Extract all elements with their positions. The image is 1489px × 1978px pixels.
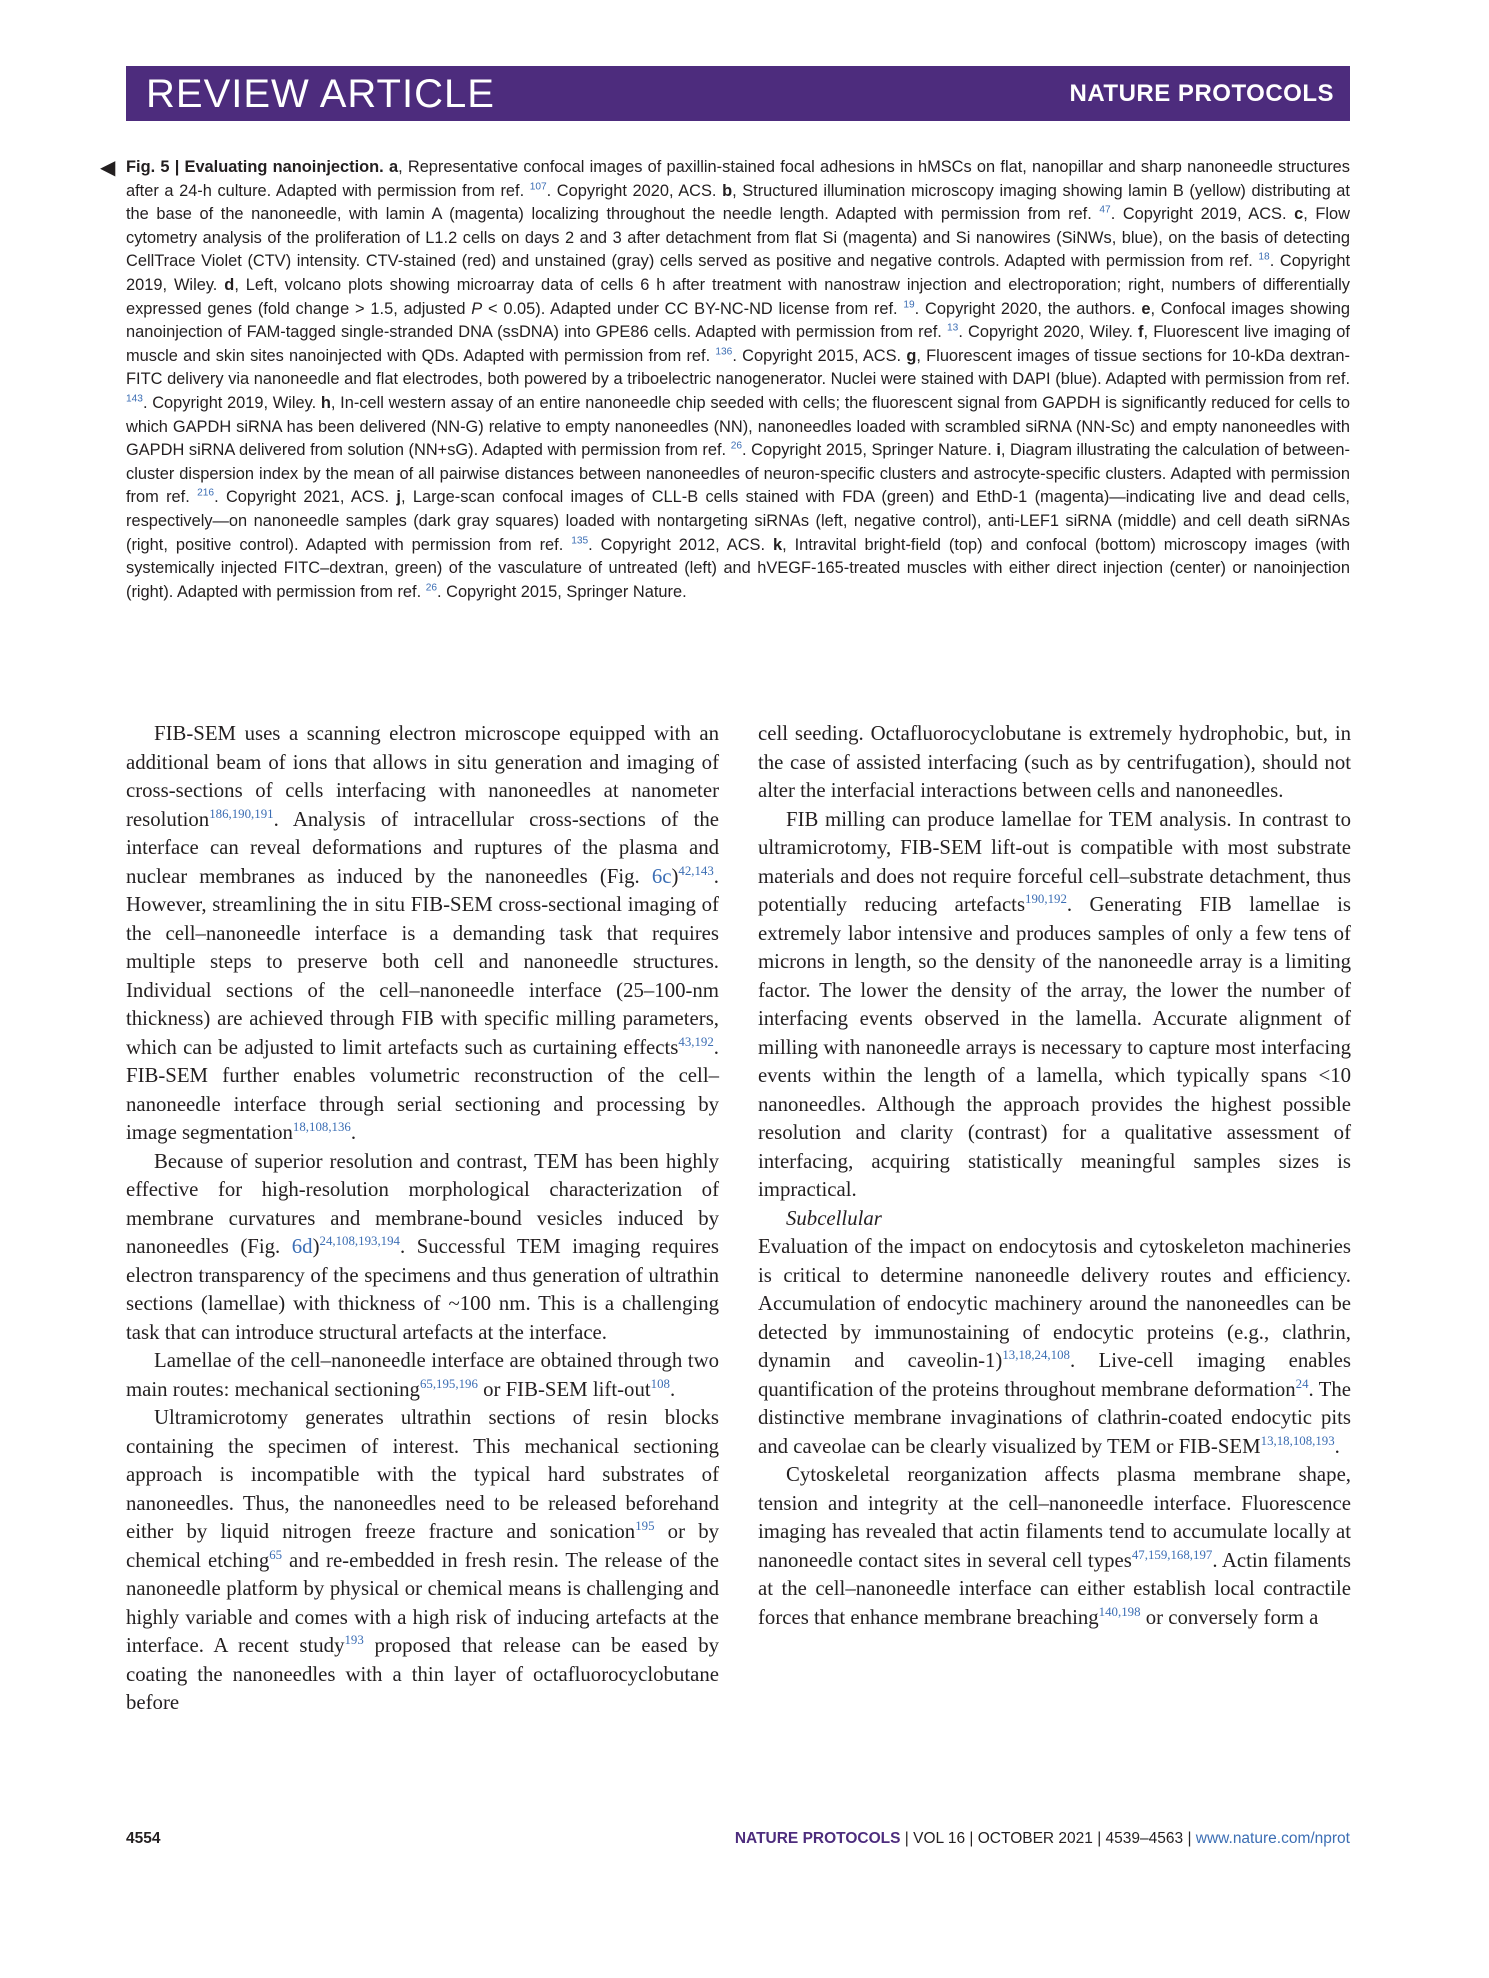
citation-link[interactable]: 18,108,136 [292, 1120, 351, 1135]
caption-pointer-icon: ◀ [100, 157, 116, 179]
citation-link[interactable]: 13,18,108,193 [1260, 1433, 1335, 1448]
citation-link[interactable]: 135 [571, 535, 589, 547]
citation-link[interactable]: 108 [650, 1376, 670, 1391]
panel-label-f: f [1138, 323, 1144, 342]
citation-link[interactable]: 65 [269, 1547, 283, 1562]
panel-label-e: e [1141, 299, 1151, 318]
citation-link[interactable]: 47 [1099, 204, 1111, 216]
citation-link[interactable]: 136 [715, 346, 733, 358]
panel-label-a: a [388, 158, 399, 176]
citation-link[interactable]: 216 [197, 488, 215, 500]
panel-label-j: j [396, 488, 401, 507]
citation-link[interactable]: 43,192 [678, 1034, 714, 1049]
paragraph: FIB milling can produce lamellae for TEM analysis. In contrast to ultramicrotomy, FIB-SEM lift-out is compatible with most substrate materials and does not require forceful cell–substrate detachment, thus potentially reducing artefacts$^{190,192}$. Generating FIB lamellae is extremely labor intensive and produces samples of only a few tens of microns in length, so the density of the nanoneedle array is a limiting factor. The lower the density of the array, the lower the number of interfacing events observed in the lamella. Accurate alignment of milling with nanoneedle arrays is necessary to capture most interfacing events within the length of a lamella, which typically spans <10 nanoneedles. Although the approach provides the highest possible resolution and clarity (contrast) for a qualitative assessment of interfacing, acquiring statistically meaningful samples sizes is impractical. [758, 807, 1351, 1201]
panel-label-b: b [722, 181, 733, 200]
journal-name: NATURE PROTOCOLS [1069, 80, 1334, 107]
page-range: 4539–4563 [1105, 1830, 1184, 1847]
figure-link[interactable]: 6c [651, 864, 672, 888]
citation-link[interactable]: 140,198 [1098, 1604, 1141, 1619]
citation-link[interactable]: 13 [947, 322, 959, 334]
header-banner [126, 66, 1350, 121]
panel-label-i: i [996, 441, 1001, 460]
journal-url-link[interactable]: www.nature.com/nprot [1195, 1830, 1350, 1847]
panel-label-k: k [772, 535, 783, 554]
body-column-left [126, 720, 719, 1718]
page-number: 4554 [126, 1830, 161, 1847]
citation-link[interactable]: 190,192 [1025, 892, 1067, 907]
citation-link[interactable]: 186,190,191 [209, 806, 274, 821]
citation-link[interactable]: 47,159,168,197 [1131, 1547, 1213, 1562]
paragraph: Because of superior resolution and contrast, TEM has been highly effective for high-resolution morphological characterization of membrane curvatures and membrane-bound vesicles induced by nanoneedles (Fig. 6d)$^{24,108,193,194}$. Successful TEM imaging requires electron transparency of the specimens and thus generation of ultrathin sections (lamellae) with thickness of ~100 nm. This is a challenging task that can introduce structural artefacts at the interface. [126, 1149, 719, 1344]
figure-label: Fig. 5 | Evaluating nanoinjection. [126, 158, 384, 176]
citation-link[interactable]: 13,18,24,108 [1002, 1348, 1070, 1363]
paragraph: FIB-SEM uses a scanning electron microscope equipped with an additional beam of ions that allows in situ generation and imaging of cross-sections of cells interfacing with nanoneedles at nanometer resolution$^{186,190,191}$. Analysis of intracellular cross-sections of the interface can reveal deformations and ruptures of the plasma and nuclear membranes as induced by the nanoneedles (Fig. 6c)$^{42,143}$. However, streamlining the in situ FIB-SEM cross-sectional imaging of the cell–nanoneedle interface is a demanding task that requires multiple steps to preserve both cell and nanoneedle structures. Individual sections of the cell–nanoneedle interface (25–100-nm thickness) are achieved through FIB with specific milling parameters, which can be adjusted to limit artefacts such as curtaining effects$^{43,192}$. FIB-SEM further enables volumetric reconstruction of the cell–nanoneedle interface through serial sectioning and processing by image segmentation$^{18,108,136}$. [126, 722, 719, 1144]
citation-link[interactable]: 143 [126, 393, 143, 405]
citation-link[interactable]: 24,108,193,194 [319, 1234, 400, 1249]
citation-link[interactable]: 26 [730, 440, 742, 452]
panel-label-h: h [320, 393, 331, 412]
citation-link[interactable]: 24 [1295, 1376, 1309, 1391]
citation-link[interactable]: 193 [344, 1633, 364, 1648]
journal-info: NATURE PROTOCOLS | VOL 16 | OCTOBER 2021 | 4539–4563 | www.nature.com/nprot [734, 1830, 1350, 1847]
citation-link[interactable]: 195 [635, 1519, 655, 1534]
citation-link[interactable]: 65,195,196 [419, 1376, 478, 1391]
paragraph: Cytoskeletal reorganization affects plasma membrane shape, tension and integrity at the cell–nanoneedle interface. Fluorescence imaging has revealed that actin filaments tend to accumulate locally at nanoneedle contact sites in several cell types$^{47,159,168,197}$. Actin filaments at the cell–nanoneedle interface can either establish local contractile forces that enhance membrane breaching$^{140,198}$ or conversely form a [758, 1463, 1352, 1629]
panel-label-g: g [906, 346, 917, 365]
citation-link[interactable]: 107 [529, 181, 547, 193]
citation-link[interactable]: 18 [1258, 252, 1270, 264]
citation-link[interactable]: 42,143 [678, 863, 714, 878]
citation-link[interactable]: 19 [903, 299, 915, 311]
panel-label-d: d [224, 275, 235, 294]
figure-link[interactable]: 6d [291, 1235, 313, 1258]
page-footer [126, 1830, 1350, 1854]
panel-label-c: c [1294, 205, 1304, 224]
volume: VOL 16 [913, 1830, 966, 1847]
body-column-right [758, 720, 1351, 1632]
issue-date: OCTOBER 2021 [977, 1830, 1093, 1847]
paragraph: cell seeding. Octafluorocyclobutane is extremely hydrophobic, but, in the case of assisted interfacing (such as by centrifugation), should not alter the interfacial interactions between cells and nanoneedles. [758, 722, 1351, 802]
paragraph: Lamellae of the cell–nanoneedle interface are obtained through two main routes: mechanical sectioning$^{65,195,196}$ or FIB-SEM lift-out$^{108}$. [126, 1349, 719, 1401]
paragraph: Ultramicrotomy generates ultrathin sections of resin blocks containing the specimen of interest. This mechanical sectioning approach is incompatible with the typical hard substrates of nanoneedles. Thus, the nanoneedles need to be released beforehand either by liquid nitrogen freeze fracture and sonication$^{195}$ or by chemical etching$^{65}$ and re-embedded in fresh resin. The release of the nanoneedle platform by physical or chemical means is challenging and highly variable and comes with a high risk of inducing artefacts at the interface. A recent study$^{193}$ proposed that release can be eased by coating the nanoneedles with a thin layer of octafluorocyclobutane before [126, 1406, 720, 1714]
section-subheading: Subcellular [786, 1206, 882, 1230]
paragraph: Evaluation of the impact on endocytosis and cytoskeleton machineries is critical to determine nanoneedle delivery routes and efficiency. Accumulation of endocytic machinery around the nanoneedles can be detected by immunostaining of endocytic proteins (e.g., clathrin, dynamin and caveolin-1)$^{13,18,24,108}$. Live-cell imaging enables quantification of the proteins throughout membrane deformation$^{24}$. The distinctive membrane invaginations of clathrin-coated endocytic pits and caveolae can be clearly visualized by TEM or FIB-SEM$^{13,18,108,193}$. [758, 1235, 1351, 1458]
section-label: REVIEW ARTICLE [146, 72, 495, 116]
citation-link[interactable]: 26 [425, 582, 437, 594]
figure-caption: ◀ Fig. 5 | Evaluating nanoinjection. a, Representative confocal images of paxillin-stained focal adhesions in hMSCs on flat, nanopillar and sharp nanoneedle structures after a 24-h culture. Adapted with permission from ref. $^{107}$. Copyright 2020, ACS. b, Structured illumination microscopy imaging showing lamin B (yellow) distributing at the base of the nanoneedle, with lamin A (magenta) localizing throughout the needle length. Adapted with permission from ref. $^{47}$. Copyright 2019, ACS. c, Flow cytometry analysis of the proliferation of L1.2 cells on days 2 and 3 after detachment from flat Si (magenta) and Si nanowires (SiNWs, blue), on the basis of detecting CellTrace Violet (CTV) intensity. CTV-stained (red) and unstained (gray) cells served as positive and negative controls. Adapted with permission from ref. $^{18}$. Copyright 2019, Wiley. d, Left, volcano plots showing microarray data of cells 6 h after treatment with nanostraw injection and electroporation; right, numbers of differentially expressed genes (fold change > 1.5, adjusted P < 0.05). Adapted under CC BY-NC-ND license from ref. $^{19}$. Copyright 2020, the authors. e, Confocal images showing nanoinjection of FAM-tagged single-stranded DNA (ssDNA) into GPE86 cells. Adapted with permission from ref. $^{13}$. Copyright 2020, Wiley. f, Fluorescent live imaging of muscle and skin sites nanoinjected with QDs. Adapted with permission from ref. $^{136}$. Copyright 2015, ACS. g, Fluorescent images of tissue sections for 10-kDa dextran-FITC delivery via nanoneedle and flat electrodes, both powered by a triboelectric nanogenerator. Nuclei were stained with DAPI (blue). Adapted with permission from ref. $^{143}$. Copyright 2019, Wiley. h, In-cell western assay of an entire nanoneedle chip seeded with cells; the fluorescent signal from GAPDH is significantly reduced for cells to which GAPDH siRNA has been delivered (NN-G) relative to empty nanoneedles (NN), nanoneedles loaded with scrambled siRNA (NN-Sc) and empty nanoneedles with GAPDH siRNA delivered from solution (NN+sG). Adapted with permission from ref. $^{26}$. Copyright 2015, Springer Nature. i, Diagram illustrating the calculation of between-cluster dispersion index by the mean of all pairwise distances between nanoneedles of neuron-specific clusters and astrocyte-specific clusters. Adapted with permission from ref. $^{216}$. Copyright 2021, ACS. j, Large-scan confocal images of CLL-B cells stained with FDA (green) and EthD-1 (magenta)—indicating live and dead cells, respectively—on nanoneedle samples (dark gray squares) loaded with nontargeting siRNAs (left, negative control), anti-LEF1 siRNA (middle) and cell death siRNAs (right, positive control). Adapted with permission from ref. $^{135}$. Copyright 2012, ACS. k, Intravital bright-field (top) and confocal (bottom) microscopy images (with systemically injected FITC–dextran, green) of the vasculature of untreated (left) and hVEGF-165-treated muscles with either direct injection (center) or nanoinjection (right). Adapted with permission from ref. $^{26}$. Copyright 2015, Springer Nature. [100, 157, 1351, 601]
footer-journal-name: NATURE PROTOCOLS [734, 1830, 901, 1847]
